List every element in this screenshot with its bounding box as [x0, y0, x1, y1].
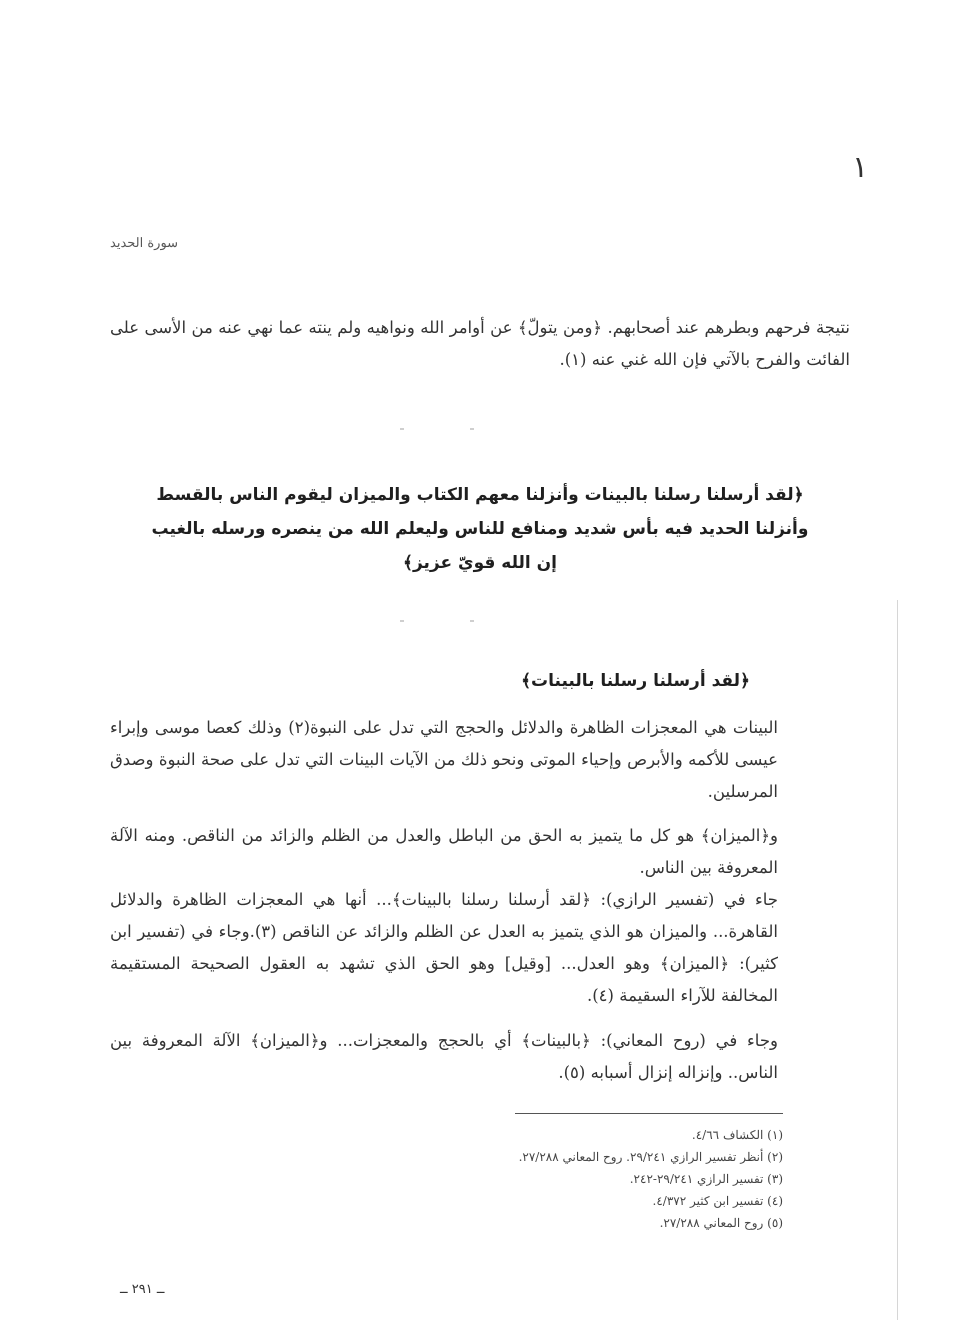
- separator-dot: [400, 620, 404, 622]
- footnote: (٢) أنظر تفسير الرازي ٢٩/٢٤١. روح المعاني ٢٧/٢٨٨.: [518, 1150, 783, 1164]
- body-paragraph: البينات هي المعجزات الظاهرة والدلائل والحجج التي تدل على النبوة(٢) وذلك كعصا موسى وإبراء عيسى للأكمه والأبرص وإحياء الموتى ونحو ذلك من الآيات البينات التي تدل على صحة النبوة وصدق المرسلين.: [110, 718, 778, 801]
- section-heading: ﴿لقد أرسلنا رسلنا بالبينات﴾: [521, 671, 750, 691]
- scan-edge-line: [897, 600, 898, 1320]
- verse-line: وأنزلنا الحديد فيه بأس شديد ومنافع للناس وليعلم الله من ينصره ورسله بالغيب: [151, 519, 809, 539]
- page-number: ــ ٢٩١ ــ: [120, 1282, 165, 1297]
- footnote: (٤) تفسير ابن كثير ٤/٣٧٢.: [652, 1194, 783, 1208]
- footnote-rule: [515, 1113, 783, 1114]
- footnote: (١) الكشاف ٤/٦٦.: [691, 1128, 783, 1142]
- body-paragraph: و﴿الميزان﴾ هو كل ما يتميز به الحق من الباطل والعدل من الظلم والزائد من الناقص. ومنه الآلة المعروفة بين الناس.: [110, 826, 778, 877]
- separator-dot: [470, 428, 474, 430]
- footnotes: [300, 1124, 783, 1234]
- footnote: (٥) روح المعاني ٢٧/٢٨٨.: [659, 1216, 783, 1230]
- verse-line: إن الله قويّ عزيز﴾: [402, 553, 558, 573]
- intro-paragraph: نتيجة فرحهم وبطرهم عند أصحابهم. ﴿ومن يتولّ﴾ عن أوامر الله ونواهيه ولم ينته عما نهي عنه من الأسى على الفائت والفرح بالآتي فإن الله غني عنه (١).: [110, 318, 850, 369]
- corner-mark: ١: [852, 150, 869, 185]
- quranic-verse: [110, 478, 850, 580]
- body-paragraph: وجاء في (روح المعاني): ﴿بالبينات﴾ أي بالحجج والمعجزات... و﴿الميزان﴾ الآلة المعروفة بين الناس.. وإنزاله إنزال أسبابه (٥).: [110, 1031, 778, 1082]
- running-head: سورة الحديد: [110, 236, 179, 251]
- verse-line: ﴿لقد أرسلنا رسلنا بالبينات وأنزلنا معهم الكتاب والميزان ليقوم الناس بالقسط: [156, 485, 804, 505]
- body-paragraph: جاء في (تفسير الرازي): ﴿لقد أرسلنا رسلنا بالبينات﴾... أنها هي المعجزات الظاهرة والدلائل القاهرة... والميزان هو الذي يتميز به العدل عن الظلم والزائد عن الناقص (٣).وجاء في (تفسير ابن كثير): ﴿الميزان﴾ وهو العدل... [وقيل] وهو الحق الذي تشهد به العقول الصحيحة المستقيمة المخالفة للآراء السقيمة (٤).: [110, 890, 778, 1005]
- footnote: (٣) تفسير الرازي ٢٩/٢٤١-٢٤٢.: [629, 1172, 783, 1186]
- separator-dot: [400, 428, 404, 430]
- separator-dot: [470, 620, 474, 622]
